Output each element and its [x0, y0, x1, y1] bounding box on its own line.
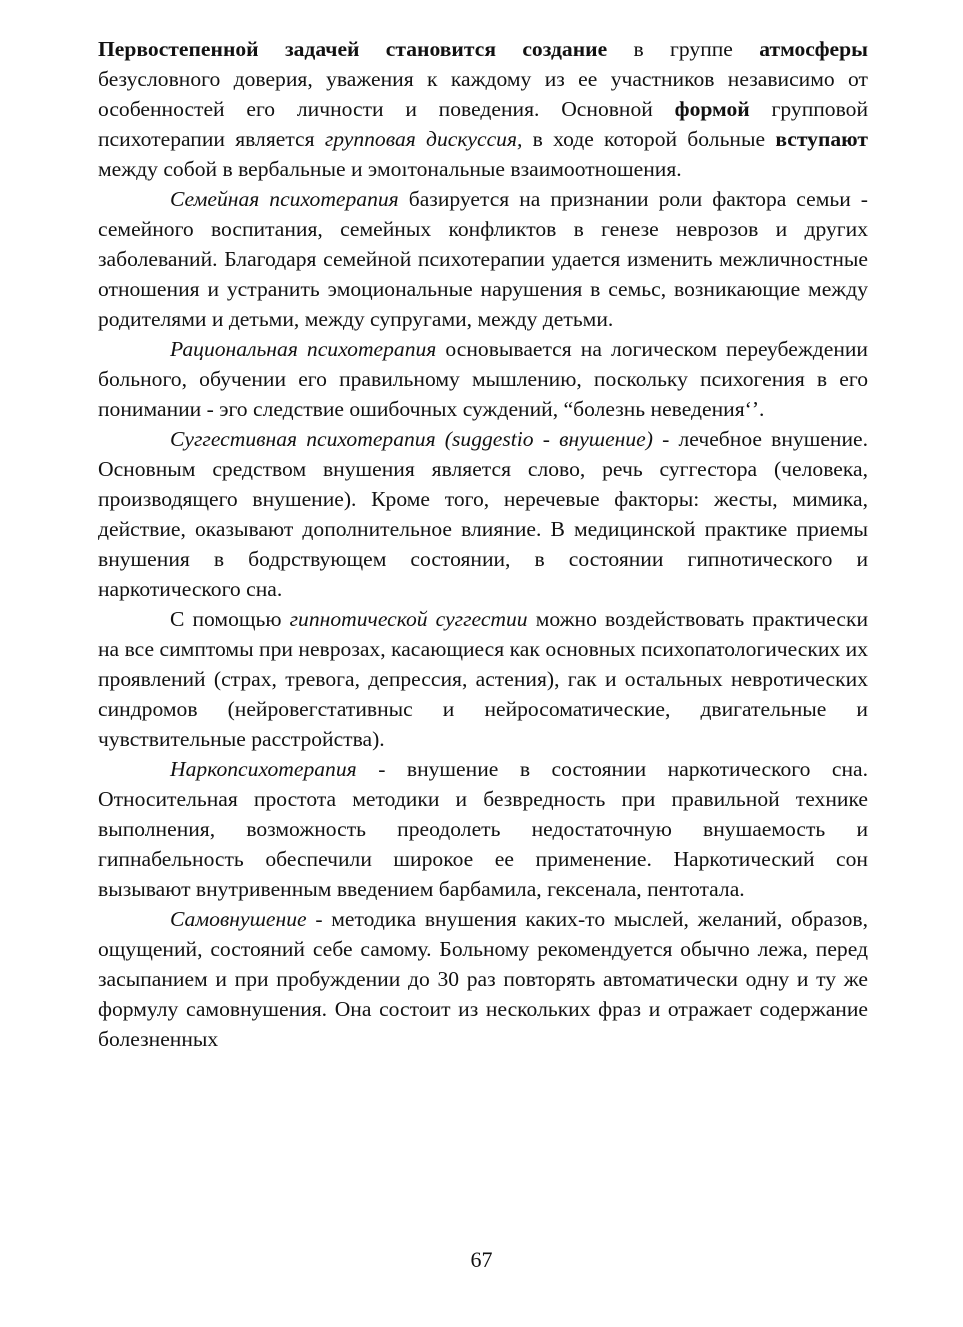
bold-text: вступают: [775, 127, 869, 151]
text-run: - внушение в состоянии наркотического сна. Относительная простота методики и безвредность при правильной технике выполнения, возможность преодолеть недостаточную внушаемость и гипнабельность обеспечили широкое ее применение. Наркотический сон вызывают внутривенным введением барбамила, гексенала, пентотала.: [98, 757, 868, 901]
bold-text: Первостепенной задачей становится создание: [98, 37, 608, 61]
text-run: между собой в вербальные и эмоıтональные взаимоотношения.: [98, 157, 682, 181]
text-run: - методика внушения каких-то мыслей, желаний, образов, ощущений, состояний себе самому. Больному рекомендуется обычно лежа, перед засыпанием и при пробуждении до 30 раз повторять автоматически одну и ту же формулу самовнушения. Она состоит из нескольких фраз и отражает содержание болезненных: [98, 907, 868, 1051]
italic-text: Семейная психотерапия: [170, 187, 399, 211]
text-run: базируется на признании роли фактора семьи - семейного воспитания, семейных конфликтов в генезе неврозов и других заболеваний. Благодаря семейной психотерапии удается изменить межличностные отношения и устранить эмоциональные нарушения в семьс, возникающие между родителями и детьми, между супругами, между детьми.: [98, 187, 868, 331]
paragraph-rational-therapy: [98, 334, 868, 424]
paragraph-self-suggestion: [98, 904, 868, 1054]
bold-text: атмосферы: [759, 37, 868, 61]
text-run: групповой психотерапии является: [98, 97, 868, 151]
text-run: С помощью: [170, 607, 290, 631]
text-run: в группе: [607, 37, 760, 61]
paragraph-group-therapy: [98, 34, 868, 184]
italic-text: гипнотической суггестии: [289, 607, 528, 631]
italic-text: Суггестивная психотерапия (suggestio - внушение): [170, 427, 653, 451]
bold-text: формой: [674, 97, 750, 121]
paragraph-narcopsychotherapy: [98, 754, 868, 904]
text-run: безусловного доверия, уважения к каждому из ее участников независимо от особенностей его личности и поведения. Основной: [98, 67, 868, 121]
italic-text: Наркопсихотерапия: [170, 757, 357, 781]
paragraph-suggestive-therapy: [98, 424, 868, 604]
italic-text: групповая дискуссия,: [324, 127, 523, 151]
text-run: в ходе которой больные: [522, 127, 776, 151]
italic-text: Рациональная психотерапия: [170, 337, 437, 361]
text-run: - лечебное внушение. Основным средством внушения является слово, речь суггестора (человека, производящего внушение). Кроме того, неречевые факторы: жесты, мимика, действие, оказывают дополнительное влияние. В медицинской практике приемы внушения в бодрствующем состоянии, в состоянии гипнотического и наркотического сна.: [98, 427, 868, 601]
text-run: можно воздействовать практически на все симптомы при неврозах, касающиеся как основных психопатологических их проявлений (страх, тревога, депрессия, астения), гак и остальных невротических синдромов (нейровегстативныс и нейросоматические, двигательные и чувствительные расстройства).: [98, 607, 869, 751]
italic-text: Самовнушение: [170, 907, 307, 931]
paragraph-family-therapy: [98, 184, 868, 334]
document-body: [98, 34, 868, 1054]
page-number: 67: [470, 1247, 493, 1272]
paragraph-hypnotic-suggestion: [98, 604, 868, 754]
text-run: основывается на логическом переубеждении больного, обучении его правильному мышлению, поскольку психогения в его понимании - эго следствие ошибочных суждений, “болезнь неведения‘’.: [98, 337, 868, 421]
